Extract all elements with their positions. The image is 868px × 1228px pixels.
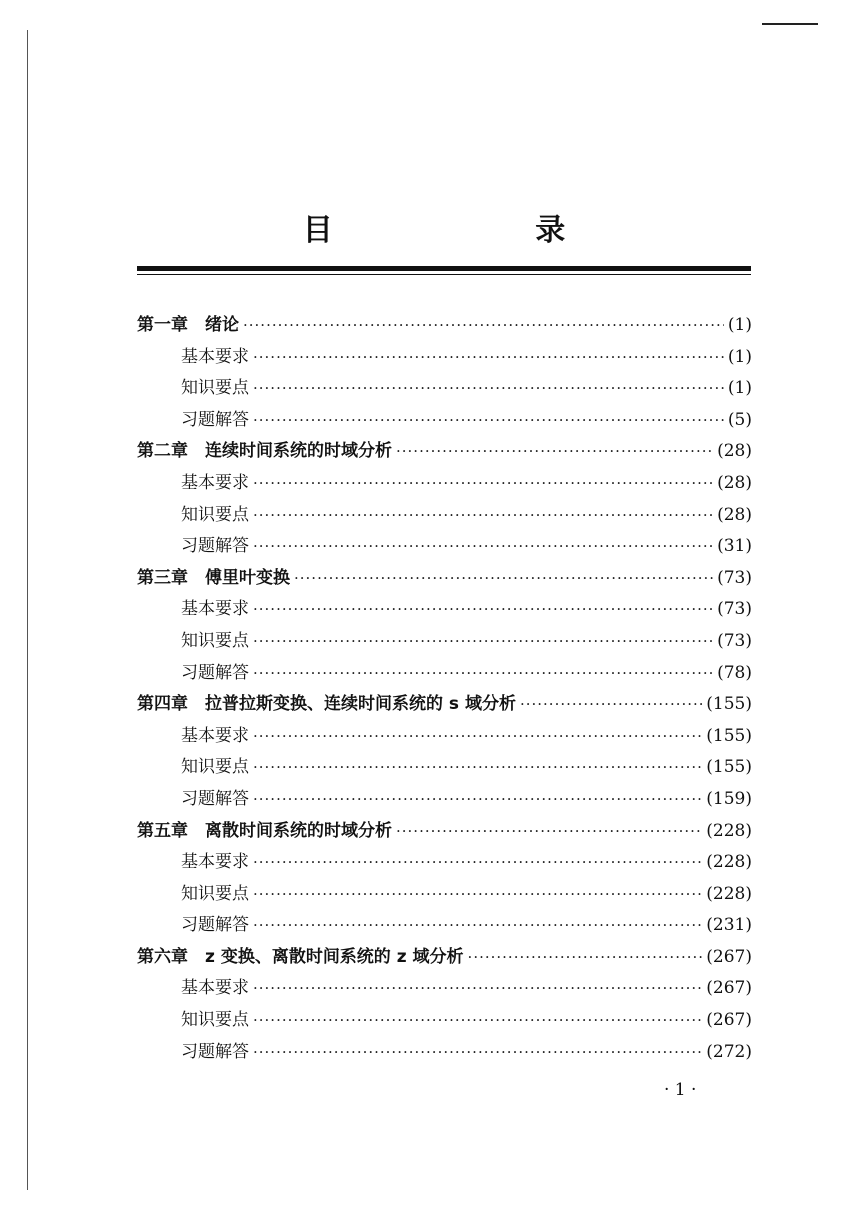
toc-section-entry[interactable] <box>137 373 752 405</box>
title-rule-thick <box>137 266 751 271</box>
toc-entry-page: (155) <box>706 694 752 715</box>
toc-entry-page: (5) <box>727 409 752 430</box>
toc-entry-title: 基本要求 <box>181 852 249 873</box>
toc-entry-page: (1) <box>727 378 752 399</box>
toc-entry-title: 第二章 连续时间系统的时域分析 <box>137 441 392 462</box>
toc-entry-page: (155) <box>706 757 752 778</box>
toc-section-entry[interactable] <box>137 910 752 942</box>
dot-leader <box>468 942 703 974</box>
toc-entry-page: (228) <box>706 883 752 904</box>
toc-entry-title: 习题解答 <box>181 536 249 557</box>
dot-leader <box>253 1037 702 1069</box>
page-title: 目 录 <box>302 213 662 248</box>
dot-leader <box>253 405 724 437</box>
toc-entry-page: (267) <box>706 946 752 967</box>
toc-entry-title: 习题解答 <box>181 662 249 683</box>
toc-section-entry[interactable] <box>137 531 752 563</box>
toc-chapter-entry[interactable] <box>137 942 752 974</box>
dot-leader <box>253 500 713 532</box>
dot-leader <box>253 879 702 911</box>
toc-entry-page: (31) <box>717 536 752 557</box>
toc-section-entry[interactable] <box>137 784 752 816</box>
toc-entry-title: 知识要点 <box>181 378 249 399</box>
toc-chapter-entry[interactable] <box>137 436 752 468</box>
toc-chapter-entry[interactable] <box>137 816 752 848</box>
toc-entry-title: 知识要点 <box>181 1010 249 1031</box>
toc-entry-page: (228) <box>706 820 752 841</box>
toc-entry-title: 基本要求 <box>181 725 249 746</box>
toc-section-entry[interactable] <box>137 405 752 437</box>
toc-entry-title: 知识要点 <box>181 630 249 651</box>
toc-section-entry[interactable] <box>137 594 752 626</box>
toc-entry-title: 第四章 拉普拉斯变换、连续时间系统的 s 域分析 <box>137 694 516 715</box>
toc-section-entry[interactable] <box>137 468 752 500</box>
toc-entry-page: (1) <box>727 346 752 367</box>
toc-chapter-entry[interactable] <box>137 689 752 721</box>
toc-entry-page: (155) <box>706 725 752 746</box>
toc-section-entry[interactable] <box>137 752 752 784</box>
toc-section-entry[interactable] <box>137 658 752 690</box>
dot-leader <box>294 563 713 595</box>
toc-entry-page: (231) <box>706 915 752 936</box>
toc-entry-page: (272) <box>706 1041 752 1062</box>
dot-leader <box>520 689 702 721</box>
scan-edge-top <box>762 23 818 25</box>
dot-leader <box>253 594 713 626</box>
dot-leader <box>253 752 702 784</box>
dot-leader <box>253 1005 702 1037</box>
toc-entry-title: 知识要点 <box>181 757 249 778</box>
toc-entry-page: (73) <box>717 630 752 651</box>
toc-entry-title: 知识要点 <box>181 883 249 904</box>
dot-leader <box>396 816 702 848</box>
dot-leader <box>396 436 713 468</box>
dot-leader <box>253 721 702 753</box>
toc-chapter-entry[interactable] <box>137 563 752 595</box>
scan-edge-left <box>27 30 28 1190</box>
toc-entry-page: (28) <box>717 472 752 493</box>
dot-leader <box>253 468 713 500</box>
dot-leader <box>253 973 702 1005</box>
toc-entry-title: 基本要求 <box>181 978 249 999</box>
toc-entry-title: 第六章 z 变换、离散时间系统的 z 域分析 <box>137 946 464 967</box>
toc-entry-title: 习题解答 <box>181 915 249 936</box>
dot-leader <box>253 910 702 942</box>
title-rule-thin <box>137 274 751 275</box>
toc-section-entry[interactable] <box>137 342 752 374</box>
toc-section-entry[interactable] <box>137 847 752 879</box>
dot-leader <box>253 342 724 374</box>
toc-entry-page: (267) <box>706 978 752 999</box>
toc-entry-page: (28) <box>717 441 752 462</box>
toc-section-entry[interactable] <box>137 879 752 911</box>
toc-entry-title: 习题解答 <box>181 788 249 809</box>
toc-entry-page: (73) <box>717 567 752 588</box>
dot-leader <box>253 531 713 563</box>
toc-section-entry[interactable] <box>137 1037 752 1069</box>
toc-entry-title: 基本要求 <box>181 346 249 367</box>
toc-entry-title: 习题解答 <box>181 1041 249 1062</box>
toc-entry-page: (1) <box>727 315 752 335</box>
toc-entry-title: 基本要求 <box>181 472 249 493</box>
toc-entry-page: (78) <box>717 662 752 683</box>
toc-chapter-entry[interactable] <box>137 310 752 342</box>
dot-leader <box>253 784 702 816</box>
table-of-contents <box>137 310 752 1068</box>
dot-leader <box>243 310 724 342</box>
toc-section-entry[interactable] <box>137 1005 752 1037</box>
toc-section-entry[interactable] <box>137 973 752 1005</box>
toc-entry-title: 知识要点 <box>181 504 249 525</box>
dot-leader <box>253 626 713 658</box>
toc-entry-title: 第三章 傅里叶变换 <box>137 567 290 588</box>
page-number: · 1 · <box>664 1080 697 1100</box>
toc-entry-page: (73) <box>717 599 752 620</box>
toc-section-entry[interactable] <box>137 721 752 753</box>
toc-entry-page: (28) <box>717 504 752 525</box>
toc-entry-page: (228) <box>706 852 752 873</box>
toc-section-entry[interactable] <box>137 626 752 658</box>
toc-entry-title: 习题解答 <box>181 409 249 430</box>
toc-entry-page: (159) <box>706 788 752 809</box>
toc-entry-title: 基本要求 <box>181 599 249 620</box>
toc-entry-title: 第五章 离散时间系统的时域分析 <box>137 820 392 841</box>
toc-entry-page: (267) <box>706 1010 752 1031</box>
dot-leader <box>253 373 724 405</box>
dot-leader <box>253 847 702 879</box>
toc-entry-title: 第一章 绪论 <box>137 315 239 335</box>
dot-leader <box>253 658 713 690</box>
toc-section-entry[interactable] <box>137 500 752 532</box>
